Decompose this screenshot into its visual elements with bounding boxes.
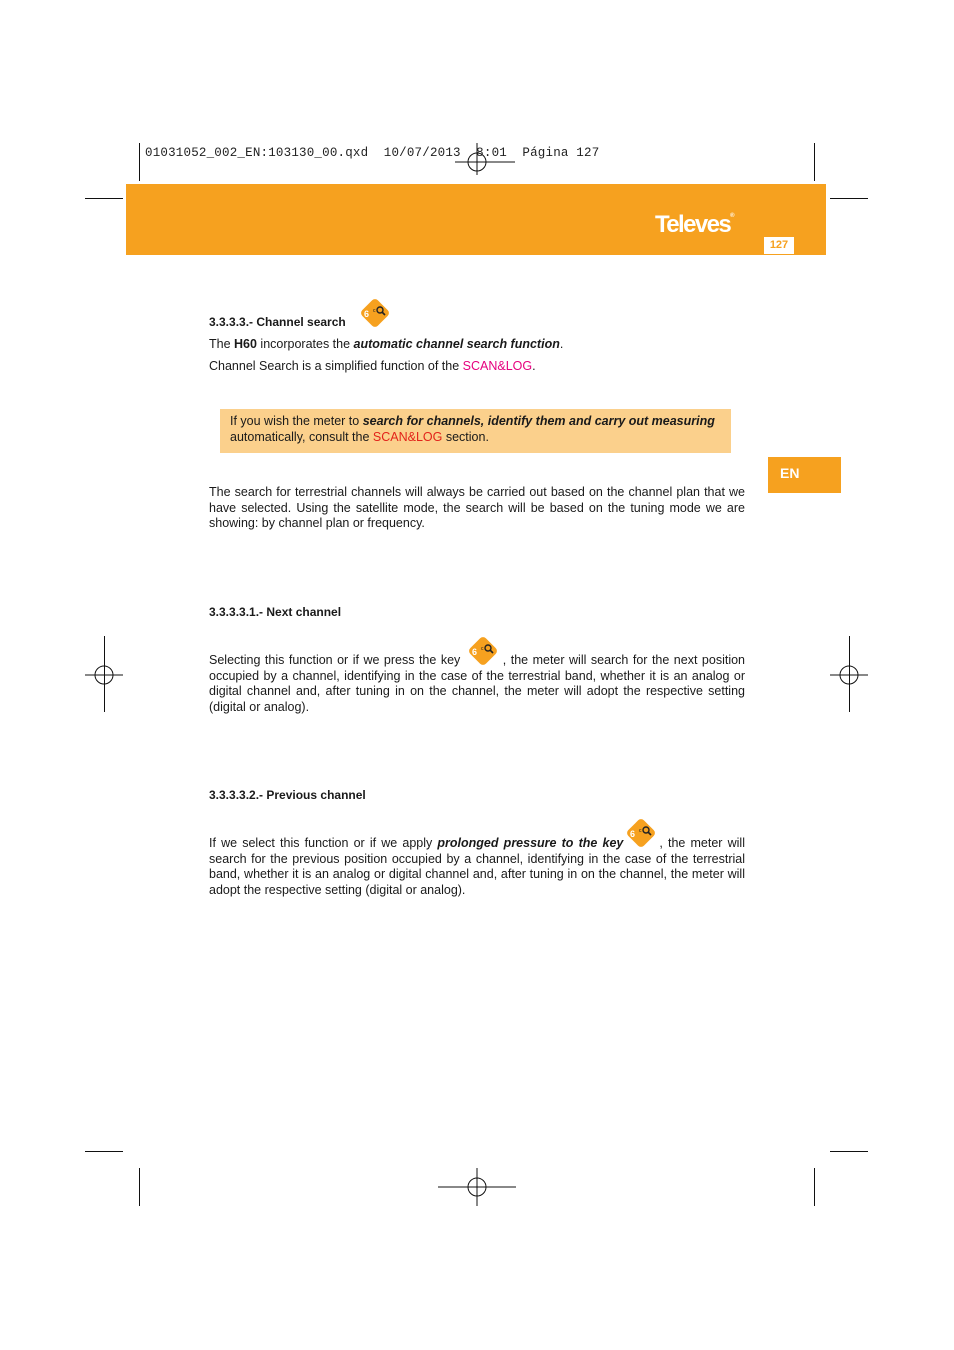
heading-next-channel: 3.3.3.3.1.- Next channel	[209, 605, 342, 619]
registration-mark-bottom	[438, 1168, 516, 1208]
svg-text:c: c	[373, 308, 376, 314]
svg-text:6: 6	[364, 309, 370, 319]
slug-file: 01031052_002_EN:103130_00.qxd	[145, 146, 369, 160]
svg-text:6: 6	[472, 647, 478, 657]
language-tab: EN	[768, 457, 841, 493]
note-scanlog-link[interactable]: SCAN&LOG	[372, 429, 443, 444]
page-number: 127	[764, 237, 794, 254]
function-emphasis: automatic channel search function	[353, 337, 560, 351]
registration-mark-right	[829, 655, 869, 695]
slug-page: Página 127	[522, 146, 600, 160]
registration-mark-left	[85, 655, 125, 695]
slug-line	[145, 146, 599, 160]
search-key-icon-previous	[624, 816, 658, 850]
heading-channel-search: 3.3.3.3.- Channel search	[209, 315, 346, 329]
paragraph-next-channel: Selecting this function or if we press the key , the meter will search for the next position occupied by a channel, identifying in the case of the terrestrial band, whether it is an analog or digital channel and, after tuning in on the channel, the meter will adopt the respective setting (digital or analog).	[209, 653, 745, 714]
slug-time: 8:01	[476, 146, 507, 160]
search-key-icon-next	[466, 634, 500, 668]
heading-previous-channel: 3.3.3.3.2.- Previous channel	[209, 788, 366, 802]
note-text: If you wish the meter to search for channels, identify them and carry out measuring automatically, consult the SCAN&LOG section.	[230, 414, 715, 444]
search-key-icon	[358, 296, 392, 330]
scanlog-link[interactable]: SCAN&LOG	[462, 359, 533, 373]
paragraph-previous-channel: If we select this function or if we apply prolonged pressure to the key , the meter will search for the previous position occupied by a channel, identifying in the case of the terrestrial band, whether it is an analog or digital channel and, after tuning in on the channel, the meter will adopt the respective setting (digital or analog).	[209, 836, 745, 897]
svg-text:c: c	[639, 828, 642, 834]
slug-date: 10/07/2013	[383, 146, 461, 160]
paragraph-h60-intro: The H60 incorporates the automatic channel search function.	[209, 337, 564, 351]
paragraph-scanlog-ref: Channel Search is a simplified function of the SCAN&LOG.	[209, 359, 536, 373]
model-name: H60	[234, 337, 257, 351]
svg-text:6: 6	[630, 829, 636, 839]
paragraph-terrestrial-search: The search for terrestrial channels will always be carried out based on the channel plan that we have selected. Using the satellite mode, the search will be based on the tuning mode we are showing: by channel plan or frequency.	[209, 485, 745, 531]
svg-text:c: c	[481, 646, 484, 652]
televes-logo: Televes®	[655, 211, 735, 238]
